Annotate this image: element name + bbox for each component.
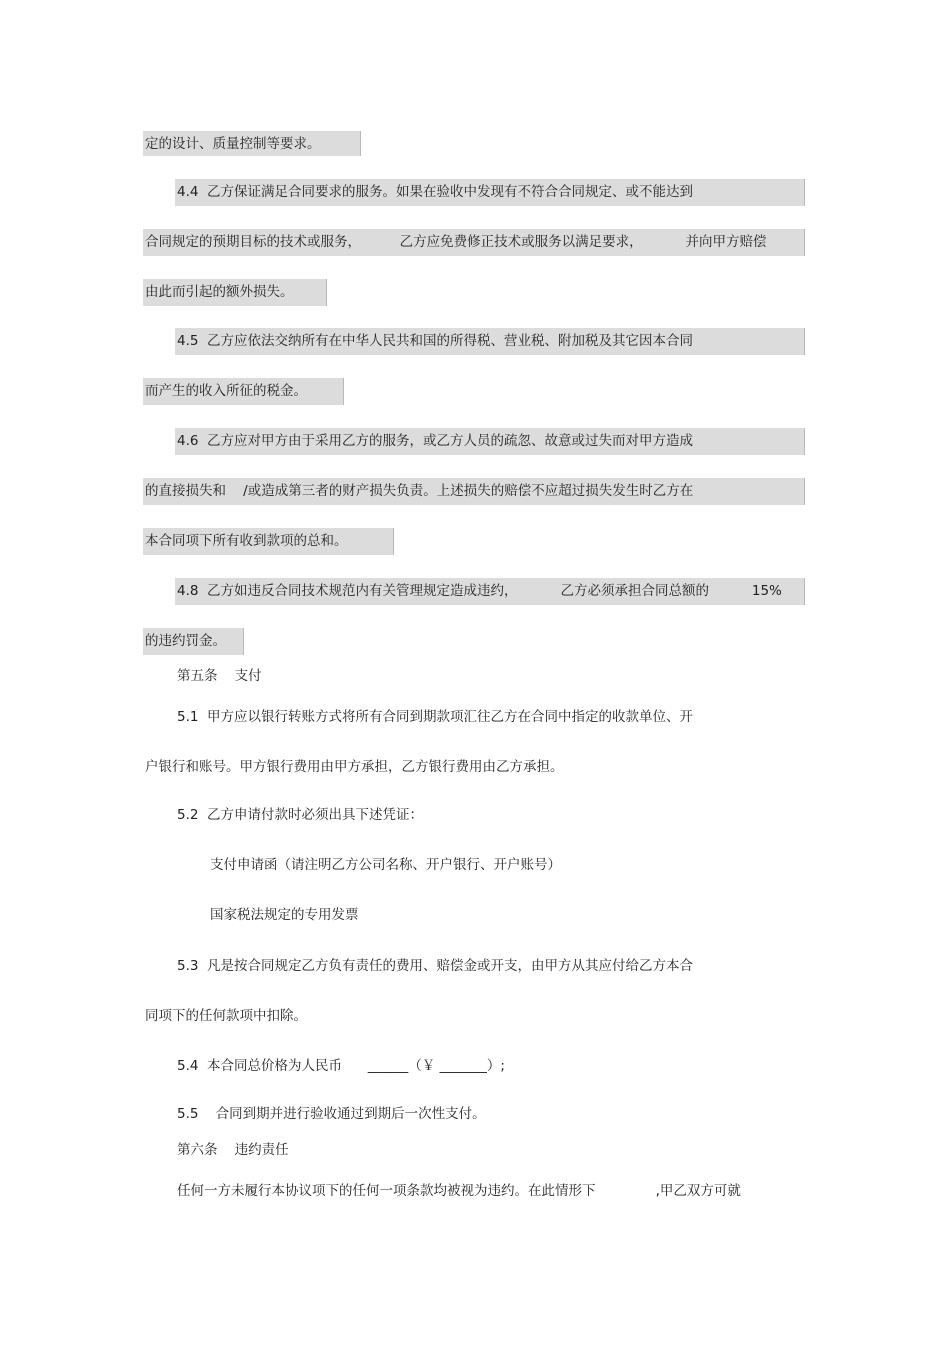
clause-4-8-line-1: 4.8 乙方如违反合同技术规范内有关管理规定造成违约， 乙方必须承担合同总额的 15% xyxy=(177,583,782,599)
clause-4-6-line-1: 4.6 乙方应对甲方由于采用乙方的服务，或乙方人员的疏忽、故意或过失而对甲方造成 xyxy=(177,433,694,449)
clause-5-2-item-2: 国家税法规定的专用发票 xyxy=(210,907,359,923)
clause-5-3-line-2: 同项下的任何款项中扣除。 xyxy=(145,1008,307,1024)
clause-4-6-line-3: 本合同项下所有收到款项的总和。 xyxy=(145,533,348,549)
clause-5-5: 5.5 合同到期并进行验收通过到期后一次性支付。 xyxy=(177,1106,486,1122)
clause-4-4-line-2: 合同规定的预期目标的技术或服务， 乙方应免费修正技术或服务以满足要求， 并向甲方赔偿 xyxy=(145,234,767,250)
clause-4-8-line-2: 的违约罚金。 xyxy=(145,633,226,649)
clause-5-2: 5.2 乙方申请付款时必须出具下述凭证： xyxy=(177,807,424,823)
clause-4-6-line-2: 的直接损失和 /或造成第三者的财产损失负责。上述损失的赔偿不应超过损失发生时乙方在 xyxy=(145,483,694,499)
article-5-heading: 第五条 支付 xyxy=(177,668,262,684)
clause-4-4-line-1: 4.4 乙方保证满足合同要求的服务。如果在验收中发现有不符合合同规定、或不能达到 xyxy=(177,184,694,200)
clause-5-2-item-1: 支付申请函（请注明乙方公司名称、开户银行、开户账号） xyxy=(210,857,561,873)
article-6-paragraph-line-1: 任何一方未履行本协议项下的任何一项条款均被视为违约。在此情形下 ,甲乙双方可就 xyxy=(177,1183,741,1199)
clause-5-1-line-2: 户银行和账号。甲方银行费用由甲方承担，乙方银行费用由乙方承担。 xyxy=(145,759,564,775)
clause-4-5-line-1: 4.5 乙方应依法交纳所有在中华人民共和国的所得税、营业税、附加税及其它因本合同 xyxy=(177,333,694,349)
clause-5-1-line-1: 5.1 甲方应以银行转账方式将所有合同到期款项汇往乙方在合同中指定的收款单位、开 xyxy=(177,709,694,725)
clause-4-5-line-2: 而产生的收入所征的税金。 xyxy=(145,383,307,399)
clause-5-3-line-1: 5.3 凡是按合同规定乙方负有责任的费用、赔偿金或开支，由甲方从其应付给乙方本合 xyxy=(177,958,694,974)
clause-4-4-line-3: 由此而引起的额外损失。 xyxy=(145,284,294,300)
clause-4-3-continuation: 定的设计、质量控制等要求。 xyxy=(145,136,321,152)
article-6-heading: 第六条 违约责任 xyxy=(177,1142,289,1158)
clause-5-4: 5.4 本合同总价格为人民币 ______（￥ _______）; xyxy=(177,1058,505,1074)
